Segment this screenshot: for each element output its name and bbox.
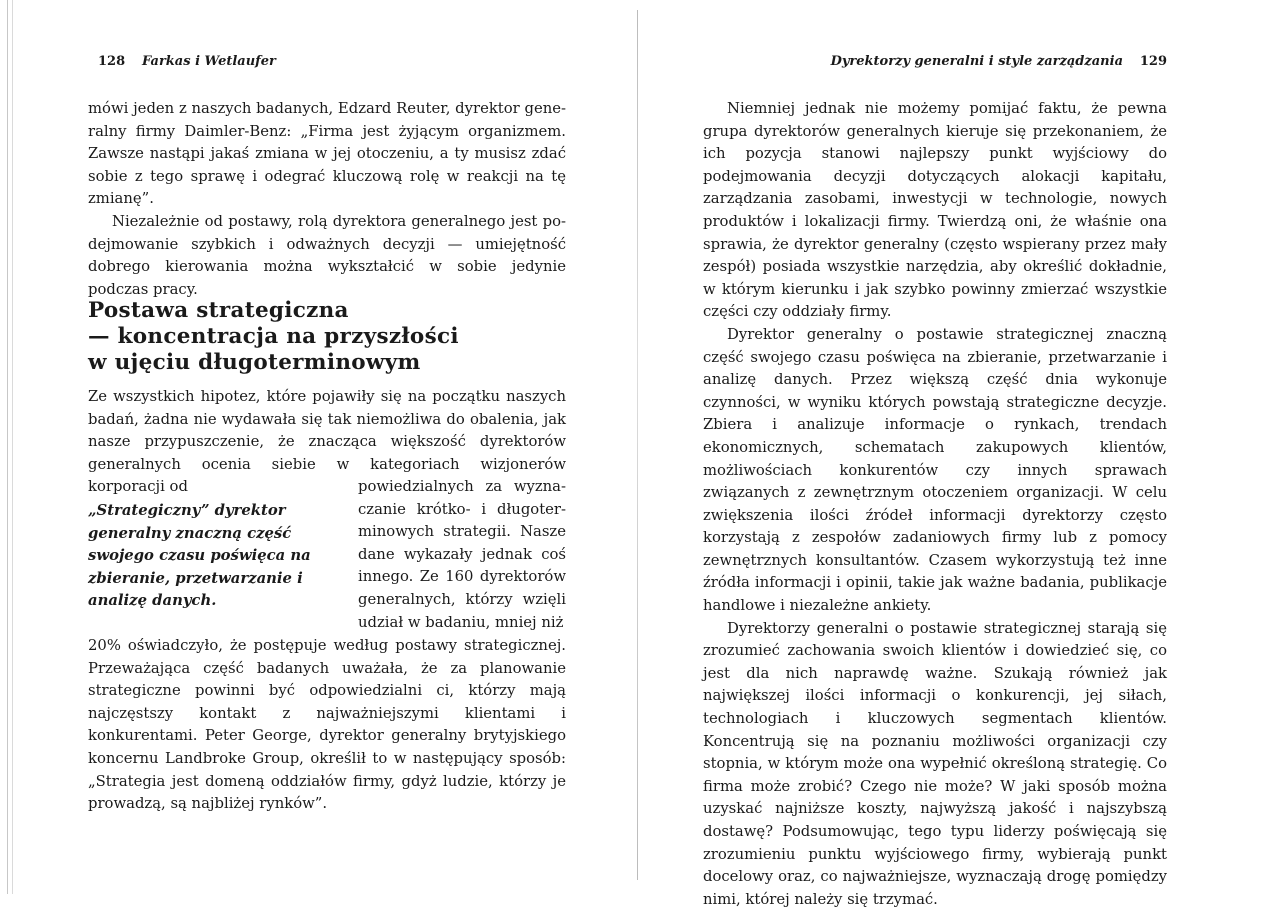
right-page-header [703, 53, 1175, 71]
paragraph: Dyrektorzy generalni o postawie strategicznej starają się zrozumieć zachowania swoich klientów i dowiedzieć się, co jest dla nich naprawdę ważne. Szukają również jak największej ilości informacji o konkurencji, jej siłach, technologiach i kluczowych segmentach klientów. Koncentrują się na poznaniu możliwości organizacji czy stopnia, w którym może ona wypełnić określoną strategię. Co firma może zrobić? Czego nie może? W jaki sposób można uzyskać najniższe koszty, najwyższą jakość i najszybszą dostawę? Podsumowując, tego typu liderzy poświęcają się zrozumieniu punktu wyjściowego firmy, wybierają punkt docelowy oraz, co najważniejsze, wyznaczają drogę pomiędzy nimi, której należy się trzymać. [703, 619, 1167, 908]
page-number: 128 [98, 54, 126, 69]
heading-line: — koncentracja na przyszłości [88, 324, 459, 349]
pull-quote: „Strategiczny” dyrektor generalny znaczną część swojego czasu poświęca na zbieranie, przetwarzanie i analizę danych. [88, 502, 311, 610]
right-page [703, 0, 1175, 908]
right-text-block [703, 98, 1167, 911]
left-text-block-1 [88, 98, 566, 301]
paragraph: Niezależnie od postawy, rolą dyrektora generalnego jest podejmowanie szybkich i odważnych decyzji — umiejętność dobrego kierowania można wykształcić w sobie jedynie podczas pracy. [88, 212, 566, 298]
section-heading [88, 298, 566, 376]
heading-line: w ujęciu długoterminowym [88, 350, 421, 375]
running-head: Dyrektorzy generalni i style zarządzania [830, 54, 1123, 69]
running-head: Farkas i Wetlaufer [142, 54, 276, 69]
left-text-block-3 [88, 635, 566, 816]
scan-edge [0, 0, 22, 894]
page-number: 129 [1139, 54, 1167, 69]
left-page [84, 0, 568, 894]
paragraph: Dyrektor generalny o postawie strategicznej znaczną część swojego czasu poświęca na zbieranie, przetwarzanie i analizę danych. Przez większą część dnia wykonuje czynności, w wyniku których powstają strategiczne decyzje. Zbiera i analizuje informacje o rynkach, trendach ekonomicznych, schematach zakupowych klientów, możliwościach konkurentów czy innych sprawach związanych z zewnętrznym otoczeniem organizacji. W celu zwiększenia ilości źródeł informacji dyrektorzy często korzystają z zespołów zadaniowych firmy lub z pomocy zewnętrznych konsultantów. Czasem wykorzystują też inne źródła informacji i opinii, takie jak ważne badania, publikacje handlowe i niezależne ankiety. [703, 325, 1167, 615]
paragraph: Niemniej jednak nie możemy pomijać faktu, że pewna grupa dyrektorów generalnych kieruje się przekonaniem, że ich pozycja stanowi najlepszy punkt wyjściowy do podejmowania decyzji dotyczących alokacji kapitału, zarządzania zasobami, inwestycji w technologie, nowych produktów i lokalizacji firmy. Twierdzą oni, że właśnie ona sprawia, że dyrektor generalny (często wspierany przez mały zespół) posiada wszystkie narzędzia, aby określić dokładnie, w którym kierunku i jak szybko powinny zmierzać wszystkie części czy oddziały firmy. [703, 100, 1167, 321]
pull-quote-row [88, 476, 566, 632]
paragraph: Ze wszystkich hipotez, które pojawiły się na początku naszych badań, żadna nie wydawała się tak niemożliwa do obalenia, jak nasze przypuszczenie, że znacząca większość dyrektorów generalnych ocenia siebie w kategoriach wizjonerów korporacji od [88, 388, 566, 496]
book-gutter [637, 10, 638, 880]
paragraph-continuation: powiedzialnych za wyznaczanie krótko- i długoterminowych strategii. Nasze dane wykazały jednak coś innego. Ze 160 dyrektorów generalnych, którzy wzięli udział w badaniu, mniej niż [358, 478, 566, 631]
paragraph: 20% oświadczyło, że postępuje według postawy strategicznej. Przeważająca część badanych uważała, że za planowanie strategiczne powinni być odpowiedzialni ci, którzy mają najczęstszy kontakt z najważniejszymi klientami i konkurentami. Peter George, dyrektor generalny brytyjskiego koncernu Landbroke Group, określił to w następujący sposób: „Strategia jest domeną oddziałów firmy, gdyż ludzie, którzy je prowadzą, są najbliżej rynków”. [88, 637, 566, 813]
left-page-header [84, 53, 568, 71]
paragraph: mówi jeden z naszych badanych, Edzard Reuter, dyrektor generalny firmy Daimler-Benz: „Firma jest żyjącym organizmem. Zawsze nastąpi jakaś zmiana w jej otoczeniu, a ty musisz zdać sobie z tego sprawę i odegrać kluczową rolę w reakcji na tę zmianę”. [88, 100, 566, 208]
heading-line: Postawa strategiczna [88, 298, 349, 323]
